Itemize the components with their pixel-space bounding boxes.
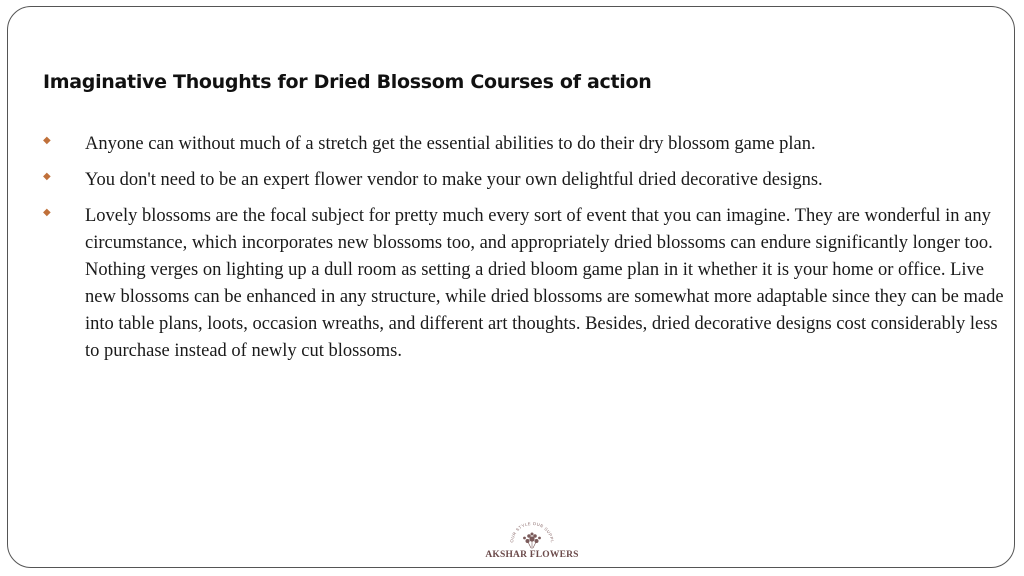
slide-frame <box>7 6 1015 568</box>
company-logo <box>472 520 592 564</box>
logo-tagline: OUR STYLE OUR SUPPL <box>509 520 555 543</box>
logo-wordmark: AKSHAR FLOWERS <box>485 550 579 560</box>
flower-logo-icon <box>507 520 557 550</box>
bullet-item <box>38 203 1004 365</box>
bullet-text: Lovely blossoms are the focal subject for pretty much every sort of event that you can imagine. They are wonderful in any circumstance, which incorporates new blossoms too, and appropriately dried blossoms can endure significantly longer too. Nothing verges on lighting up a dull room as setting a dried bloom game plan in it whether it is your home or office. Live new blossoms can be enhanced in any structure, while dried blossoms are somewhat more adaptable since they can be made into table plans, loots, occasion wreaths, and different art thoughts. Besides, dried decorative designs cost considerably less to purchase instead of newly cut blossoms. <box>85 206 1004 361</box>
bullet-list <box>38 131 1004 374</box>
diamond-bullet-icon: ◆ <box>43 171 51 182</box>
bullet-text: Anyone can without much of a stretch get the essential abilities to do their dry blossom game plan. <box>85 134 816 154</box>
bullet-text: You don't need to be an expert flower vendor to make your own delightful dried decorative designs. <box>85 170 823 190</box>
diamond-bullet-icon: ◆ <box>43 207 51 218</box>
diamond-bullet-icon: ◆ <box>43 135 51 146</box>
bullet-item <box>38 167 1004 194</box>
bullet-item <box>38 131 1004 158</box>
slide-title: Imaginative Thoughts for Dried Blossom Courses of action <box>43 71 652 93</box>
